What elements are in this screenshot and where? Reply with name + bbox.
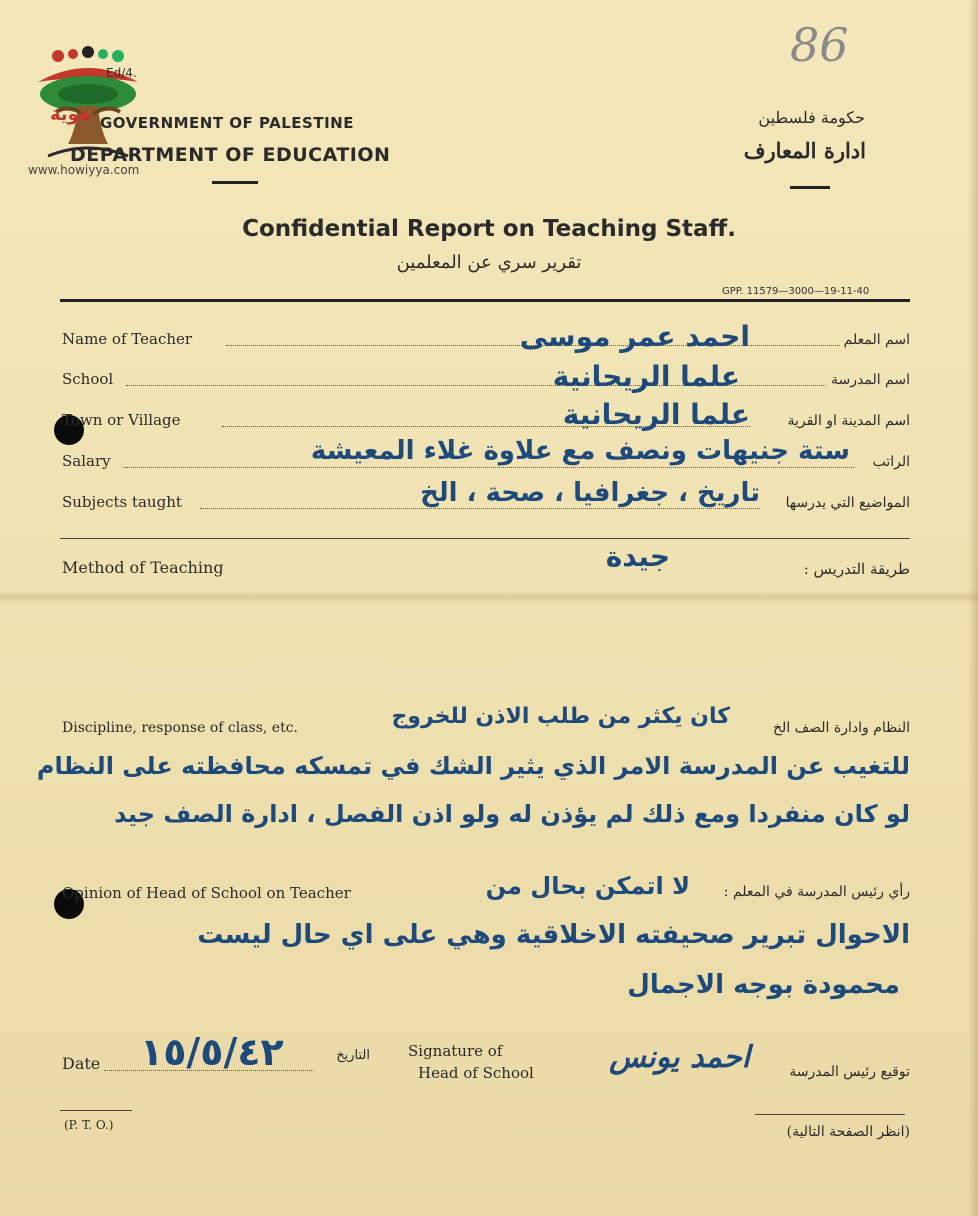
method-label-en: Method of Teaching xyxy=(62,558,224,577)
opinion-line-3: محمودة بوجه الاجمال xyxy=(627,970,900,1000)
header-dash-left xyxy=(212,181,258,184)
opinion-label-en: Opinion of Head of School on Teacher xyxy=(62,884,351,902)
discipline-line-3: لو كان منفردا ومع ذلك لم يؤذن له ولو اذن الفصل ، ادارة الصف جيد xyxy=(114,800,910,828)
logo-wordmark: هوية xyxy=(50,104,92,125)
salary-label-en: Salary xyxy=(62,452,111,470)
school-label-en: School xyxy=(62,370,114,388)
teacher-label-ar: اسم المعلم xyxy=(843,332,910,348)
page-fold xyxy=(0,590,978,604)
salary-dotted-line xyxy=(124,467,854,468)
subjects-label-en: Subjects taught xyxy=(62,493,182,511)
department-ar: ادارة المعارف xyxy=(743,138,866,163)
date-value: ١٥/٥/٤٢ xyxy=(140,1030,284,1074)
pto-ar-rule xyxy=(755,1114,905,1115)
page-number: 86 xyxy=(790,18,849,72)
method-label-ar: طريقة التدريس : xyxy=(803,560,910,578)
header-dash-right xyxy=(790,186,830,189)
teacher-name-value: احمد عمر موسى xyxy=(519,320,750,353)
salary-value: ستة جنيهات ونصف مع علاوة غلاء المعيشة xyxy=(310,436,850,466)
date-label-ar: التاريخ xyxy=(336,1048,370,1063)
opinion-line-2: الاحوال تبرير صحيفته الاخلاقية وهي على اي حال ليست xyxy=(197,920,910,950)
date-label-en: Date xyxy=(62,1054,101,1073)
salary-label-ar: الراتب xyxy=(872,454,910,470)
page-edge-shadow xyxy=(968,0,978,1216)
opinion-label-ar: رأي رئيس المدرسة في المعلم : xyxy=(723,884,910,900)
subjects-label-ar: المواضيع التي يدرسها xyxy=(785,495,910,511)
gpp-code: GPP. 11579—3000—19-11-40 xyxy=(722,286,870,297)
pto-en: (P. T. O.) xyxy=(64,1118,114,1132)
report-title-en: Confidential Report on Teaching Staff. xyxy=(242,216,736,242)
discipline-label-ar: النظام وادارة الصف الخ xyxy=(773,720,910,736)
opinion-line-1: لا اتمكن بحال من xyxy=(485,872,690,900)
signature-value: احمد يونس xyxy=(609,1040,750,1075)
form-code: Ed/4. xyxy=(106,66,137,80)
discipline-label-en: Discipline, response of class, etc. xyxy=(62,720,299,736)
government-ar: حكومة فلسطين xyxy=(758,108,865,127)
pto-ar: (انظر الصفحة التالية) xyxy=(786,1124,910,1140)
teacher-label-en: Name of Teacher xyxy=(62,330,193,348)
signature-label-en-1: Signature of xyxy=(408,1042,503,1060)
school-label-ar: اسم المدرسة xyxy=(831,372,910,388)
town-label-ar: اسم المدينة او القرية xyxy=(787,413,910,429)
town-value: علما الريحانية xyxy=(562,398,750,431)
subjects-dotted-line xyxy=(200,508,760,509)
fields-divider xyxy=(60,538,910,539)
title-rule xyxy=(60,299,910,302)
signature-label-ar: توقيع رئيس المدرسة xyxy=(789,1064,910,1080)
government-en: GOVERNMENT OF PALESTINE xyxy=(100,114,354,132)
pto-rule xyxy=(60,1110,132,1111)
report-title-ar: تقرير سري عن المعلمين xyxy=(396,252,582,273)
watermark-url: www.howiyya.com xyxy=(28,163,140,177)
town-label-en: Town or Village xyxy=(62,411,181,429)
discipline-line-1: كان يكثر من طلب الاذن للخروج xyxy=(391,704,730,729)
department-en: DEPARTMENT OF EDUCATION xyxy=(70,144,391,166)
discipline-line-2: للتغيب عن المدرسة الامر الذي يثير الشك في تمسكه محافظته على النظام xyxy=(36,752,910,780)
method-value: جيدة xyxy=(605,540,670,573)
school-value: علما الريحانية xyxy=(552,360,740,393)
signature-label-en-2: Head of School xyxy=(418,1064,534,1082)
subjects-value: تاريخ ، جغرافيا ، صحة ، الخ xyxy=(420,478,760,508)
